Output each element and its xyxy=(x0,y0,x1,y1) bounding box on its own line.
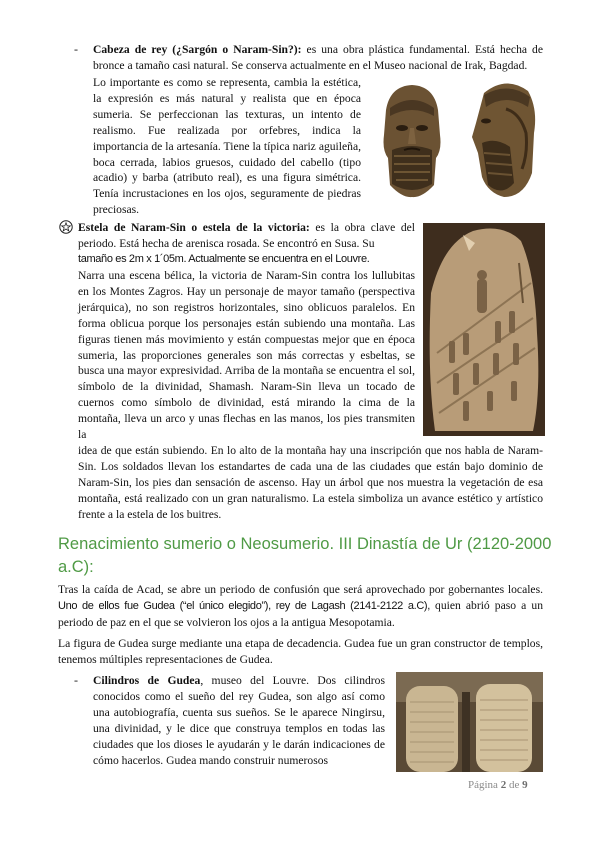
sargon-body: Lo importante es como se representa, cambia la estética, la expresión es más natural y realista que en época sumeria. Se perfeccionan las texturas, un intento de realismo. Fue realizada por orfebres, indica la importancia de la artesanía. Tiene la típica nariz aguileña, boca cerrada, labios gruesos, cuidado del cabello (tipo acadio) y barba (atributo real), es una figura simétrica. Tenía incrustaciones en los ojos, seguramente de piedras preciosas. xyxy=(93,76,361,217)
section-paragraph-2: La figura de Gudea surge mediante una etapa de decadencia. Gudea fue un gran constructor de templos, tenemos múltiples representaciones de Gudea. xyxy=(58,637,543,666)
footer-label: Página xyxy=(468,779,498,791)
section-p1-gudea: Uno de ellos fue Gudea (“el único elegido”), rey de Lagash (2141-2122 a.C), xyxy=(58,599,430,612)
sargon-title: Cabeza de rey (¿Sargón o Naram-Sin?): xyxy=(93,43,302,56)
page-footer xyxy=(468,779,528,791)
section-p1-start: Tras la caída de Acad, se abre un periodo de confusión que será aprovechado por gobernantes locales. xyxy=(58,583,543,596)
sargon-intro: es una obra plástica fundamental. Está hecha de bronce a tamaño casi natural. Se conserva actualmente en el Museo nacional de Irak, Bagdad. xyxy=(93,43,543,72)
bullet-dash: - xyxy=(74,673,78,687)
cilindros-title: Cilindros de Gudea xyxy=(93,674,201,687)
section-p1-end: quien abrió paso a un periodo de paz en el que se volvieron los ojos a la antigua Mesopotamia. xyxy=(58,598,543,629)
estela-body: Narra una escena bélica, la victoria de Naram-Sin contra los lullubitas en los Montes Zagros. Hay un personaje de mayor tamaño (perspectiva jerárquica), no son registros horizontales, sino oblicuos paralelos. En forma oblicua porque los personajes están subiendo una montaña. Las figuras tienen más movimiento y están compuestas mejor que en época sumeria, las proporciones generales son más correctas y esbeltas, se busca una mayor expresividad. Arriba de la montaña se encuentra el sol, símbolo de la divinidad, Shamash. Naram-Sin lleva un tocado de cuernos como símbolo de divinidad, está mirando la cima de la montaña, lleva un arco y unas flechas en las manos, los pies transmiten la xyxy=(78,269,415,442)
sargon-head-front-image xyxy=(372,80,452,198)
sargon-head-profile-image xyxy=(462,73,542,201)
footer-total-pages: 9 xyxy=(522,779,528,791)
estela-size-line: tamaño es 2m x 1´05m. Actualmente se encuentra en el Louvre. xyxy=(78,253,370,265)
estela-body-full: idea de que están subiendo. En lo alto de la montaña hay una inscripción que nos habla de Naram-Sin. Los soldados llevan los estandartes de cada una de las ciudades que están bajo dominio de Naram-Sin, los pies dan sensación de ascenso. Hay un árbol que nos muestra la vegetación de esa montaña, está realizado con un gran naturalismo. La estela simboliza un avance estético y artístico frente a la estela de los buitres. xyxy=(78,444,543,521)
star-bullet-icon xyxy=(59,220,73,234)
sargon-intro-paragraph xyxy=(93,42,543,74)
estela-title: Estela de Naram-Sin o estela de la victoria: xyxy=(78,221,310,234)
cilindros-body: , museo del Louvre. Dos cilindros conocidos como el sueño del rey Gudea, son algo así como una autobiografía, cuenta sus sueños. Se le aparece Ningirsu, una divinidad, y le dice que construya templos en todas las ciudades que los dioses le ayudarán y le darán indicaciones de cómo hacerlos. Gudea mando construir numerosos xyxy=(93,674,385,767)
footer-separator: de xyxy=(508,779,520,791)
cilindros-gudea-image xyxy=(396,672,543,772)
estela-intro: es la obra clave del periodo. Está hecha de arenisca rosada. Se encontró en Susa. Su xyxy=(78,221,415,250)
section-heading: Renacimiento sumerio o Neosumerio. III Dinastía de Ur (2120-2000 a.C): xyxy=(58,535,552,576)
section-paragraph-1 xyxy=(58,582,543,631)
cilindros-paragraph xyxy=(93,673,385,768)
estela-naram-sin-image xyxy=(423,223,545,436)
estela-intro-paragraph xyxy=(78,220,415,252)
footer-page-number: 2 xyxy=(500,779,507,791)
bullet-dash: - xyxy=(74,42,78,56)
